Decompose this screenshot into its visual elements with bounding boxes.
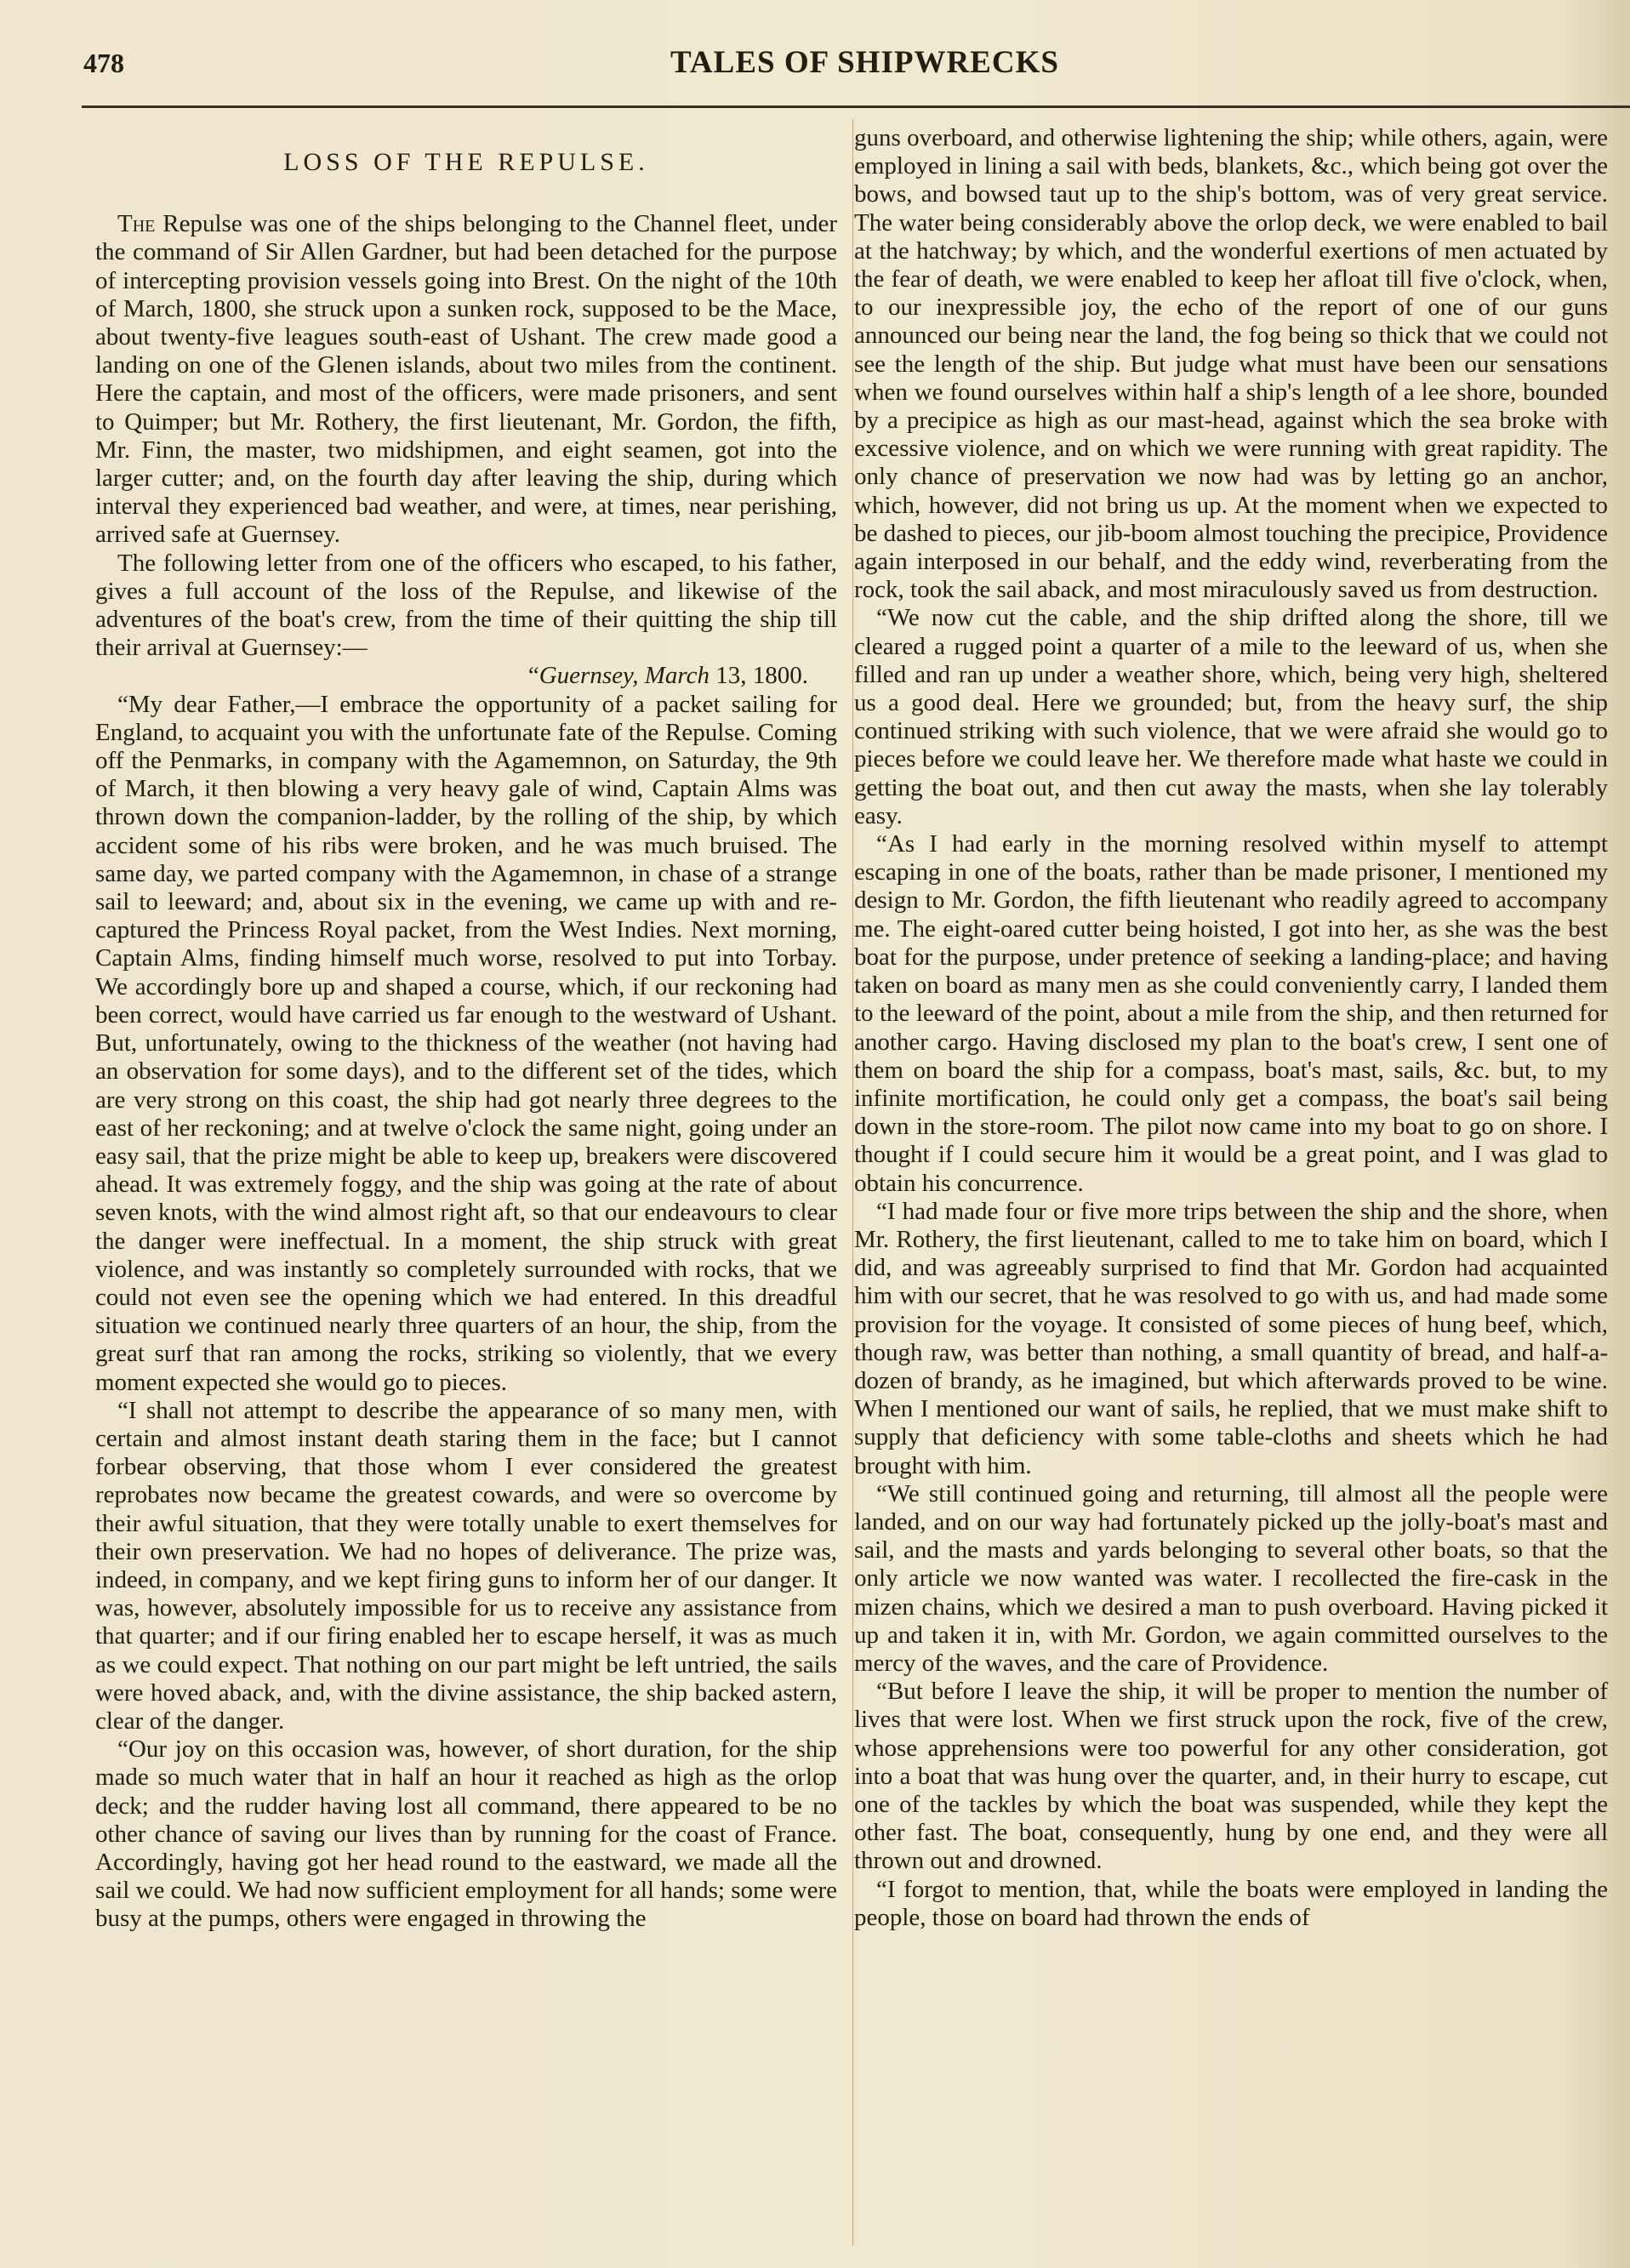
running-title: TALES OF SHIPWRECKS xyxy=(670,45,1059,80)
paragraph: “We still continued going and returning, till almost all the people were landed, and on our way had fortunately picked up the jolly-boat's mast and sail, and the masts and yards belonging to several other boats, so that the only article we now wanted was water. I recollected the fire-cask in the mizen chains, which we desired a man to push overboard. Having picked it up and taken it in, with Mr. Gordon, we again committed ourselves to the mercy of the waves, and the care of Providence. xyxy=(854,1479,1608,1677)
paragraph: guns overboard, and otherwise lightening the ship; while others, again, were employed in lining a sail with beds, blankets, &c., which being got over the bows, and bowsed taut up to the ship's bottom, was of very great service. The water being considerably above the orlop deck, we were enabled to bail at the hatchway; by which, and the wonderful exertions of men actuated by the fear of death, we were enabled to keep her afloat till five o'clock, when, to our inexpressible joy, the echo of the report of one of our guns announced our being near the land, the fog being so thick that we could not see the length of the ship. But judge what must have been our sensations when we found ourselves within half a ship's length of a lee shore, bounded by a precipice as high as our mast-head, against which the sea broke with excessive violence, and on which we were running with great rapidity. The only chance of preservation we now had was by letting go an anchor, which, however, did not bring us up. At the moment when we expected to be dashed to pieces, our jib-boom almost touching the precipice, Providence again interposed in our behalf, and the eddy wind, reverberating from the rock, took the sail aback, and most miraculously saved us from destruction. xyxy=(854,124,1608,604)
paragraph: The Repulse was one of the ships belonging to the Channel fleet, under the command of Sir Allen Gardner, but had been detached for the purpose of intercepting provision vessels going into Brest. On the night of the 10th of March, 1800, she struck upon a sunken rock, supposed to be the Mace, about twenty-five leagues south-east of Ushant. The crew made good a landing on one of the Glenen islands, about two miles from the continent. Here the captain, and most of the officers, were made prisoners, and sent to Quimper; but Mr. Rothery, the first lieutenant, Mr. Gordon, the fifth, Mr. Finn, the master, two midshipmen, and eight seamen, got into the larger cutter; and, on the fourth day after leaving the ship, during which interval they experienced bad weather, and were, at times, near perishing, arrived safe at Guernsey. xyxy=(95,210,837,549)
paragraph: “I shall not attempt to describe the appearance of so many men, with certain and almost instant death staring them in the face; but I cannot forbear observing, that those whom I ever considered the greatest reprobates now became the greatest cowards, and were so overcome by their awful situation, that they were totally unable to exert themselves for their own preservation. We had no hopes of deliverance. The prize was, indeed, in company, and we kept firing guns to inform her of our danger. It was, however, absolutely impossible for us to receive any assistance from that quarter; and if our firing enabled her to escape herself, it was as much as we could expect. That nothing on our part might be left untried, the sails were hoved aback, and, with the divine assistance, the ship backed astern, clear of the danger. xyxy=(95,1396,837,1735)
paragraph: The following letter from one of the officers who escaped, to his father, gives a full account of the loss of the Repulse, and likewise of the adventures of the boat's crew, from the time of their quitting the ship till their arrival at Guernsey:— xyxy=(95,549,837,662)
column-divider xyxy=(852,119,853,2246)
paragraph: “But before I leave the ship, it will be proper to mention the number of lives that were lost. When we first struck upon the rock, five of the crew, whose apprehensions were too powerful for any other consideration, got into a boat that was hung over the quarter, and, in their hurry to escape, cut one of the tackles by which the boat was suspended, while they kept the other fast. The boat, consequently, hung by one end, and they were all thrown out and drowned. xyxy=(854,1678,1608,1875)
right-column xyxy=(854,124,1608,1932)
letter-dateline: “Guernsey, March 13, 1800. xyxy=(527,662,808,690)
lead-word: The xyxy=(117,210,156,238)
paragraph: “Our joy on this occasion was, however, of short duration, for the ship made so much water that in half an hour it reached as high as the orlop deck; and the rudder having lost all command, there appeared to be no other chance of saving our lives than by running for the coast of France. Accordingly, having got her head round to the eastward, we made all the sail we could. We had now sufficient employment for all hands; some were busy at the pumps, others were engaged in throwing the xyxy=(95,1735,838,1933)
paragraph: “I had made four or five more trips between the ship and the shore, when Mr. Rothery, the first lieutenant, called to me to take him on board, which I did, and was agreeably surprised to find that Mr. Gordon had acquainted him with our secret, that he was resolved to go with us, and had made some provision for the voyage. It consisted of some pieces of hung beef, which, though raw, was better than nothing, a small quantity of bread, and half-a-dozen of brandy, as he imagined, but which afterwards proved to be wine. When I mentioned our want of sails, he replied, that we must make shift to supply that deficiency with some table-cloths and sheets which he had brought with him. xyxy=(854,1197,1608,1479)
header-rule xyxy=(82,105,1630,108)
page-header xyxy=(83,44,1581,95)
article-title: LOSS OF THE REPULSE. xyxy=(283,148,649,176)
left-column xyxy=(95,148,837,1934)
page-number: 478 xyxy=(83,48,124,78)
paragraph: “As I had early in the morning resolved within myself to attempt escaping in one of the boats, rather than be made prisoner, I mentioned my design to Mr. Gordon, the fifth lieutenant who readily agreed to accompany me. The eight-oared cutter being hoisted, I got into her, as she was the best boat for the purpose, under pretence of seeking a landing-place; and having taken on board as many men as she could conveniently carry, I landed them to the leeward of the point, about a mile from the ship, and then returned for another cargo. Having disclosed my plan to the boat's crew, I sent one of them on board the ship for a compass, boat's mast, sails, &c. but, to my infinite mortification, he could only get a compass, the boat's sail being down in the store-room. The pilot now came into my boat to go on shore. I thought if I could secure him it would be a great point, and I was glad to obtain his concurrence. xyxy=(854,830,1608,1197)
paragraph: “We now cut the cable, and the ship drifted along the shore, till we cleared a rugged point a quarter of a mile to the leeward of us, when she filled and ran up under a weather shore, which, being very high, sheltered us a good deal. Here we grounded; but, from the heavy surf, the ship continued striking with such violence, that we were afraid she would go to pieces before we could leave her. We therefore made what haste we could in getting the boat out, and then cut away the masts, when she lay tolerably easy. xyxy=(854,604,1608,829)
paragraph: “I forgot to mention, that, while the boats were employed in landing the people, those on board had thrown the ends of xyxy=(854,1875,1608,1931)
paragraph: “My dear Father,—I embrace the opportunity of a packet sailing for England, to acquaint you with the unfortunate fate of the Repulse. Coming off the Penmarks, in company with the Agamemnon, on Saturday, the 9th of March, it then blowing a very heavy gale of wind, Captain Alms was thrown down the companion-ladder, by the rolling of the ship, by which accident some of his ribs were broken, and he was much bruised. The same day, we parted company with the Agamemnon, in chase of a strange sail to leeward; and, about six in the evening, we came up with and re-captured the Princess Royal packet, from the West Indies. Next morning, Captain Alms, finding himself much worse, resolved to put into Torbay. We accordingly bore up and shaped a course, which, if our reckoning had been correct, would have carried us far enough to the westward of Ushant. But, unfortunately, owing to the thickness of the weather (not having had an observation for some days), and to the different set of the tides, which are very strong on this coast, the ship had got nearly three degrees to the east of her reckoning; and at twelve o'clock the same night, going under an easy sail, that the prize might be able to keep up, breakers were discovered ahead. It was extremely foggy, and the ship was going at the rate of about seven knots, with the wind almost right aft, so that our endeavours to clear the danger were ineffectual. In a moment, the ship struck with great violence, and was instantly so completely surrounded with rocks, that we could not even see the opening which we had entered. In this dreadful situation we continued nearly three quarters of an hour, the ship, from the great surf that ran among the rocks, striking so violently, that we every moment expected she would go to pieces. xyxy=(95,690,837,1396)
